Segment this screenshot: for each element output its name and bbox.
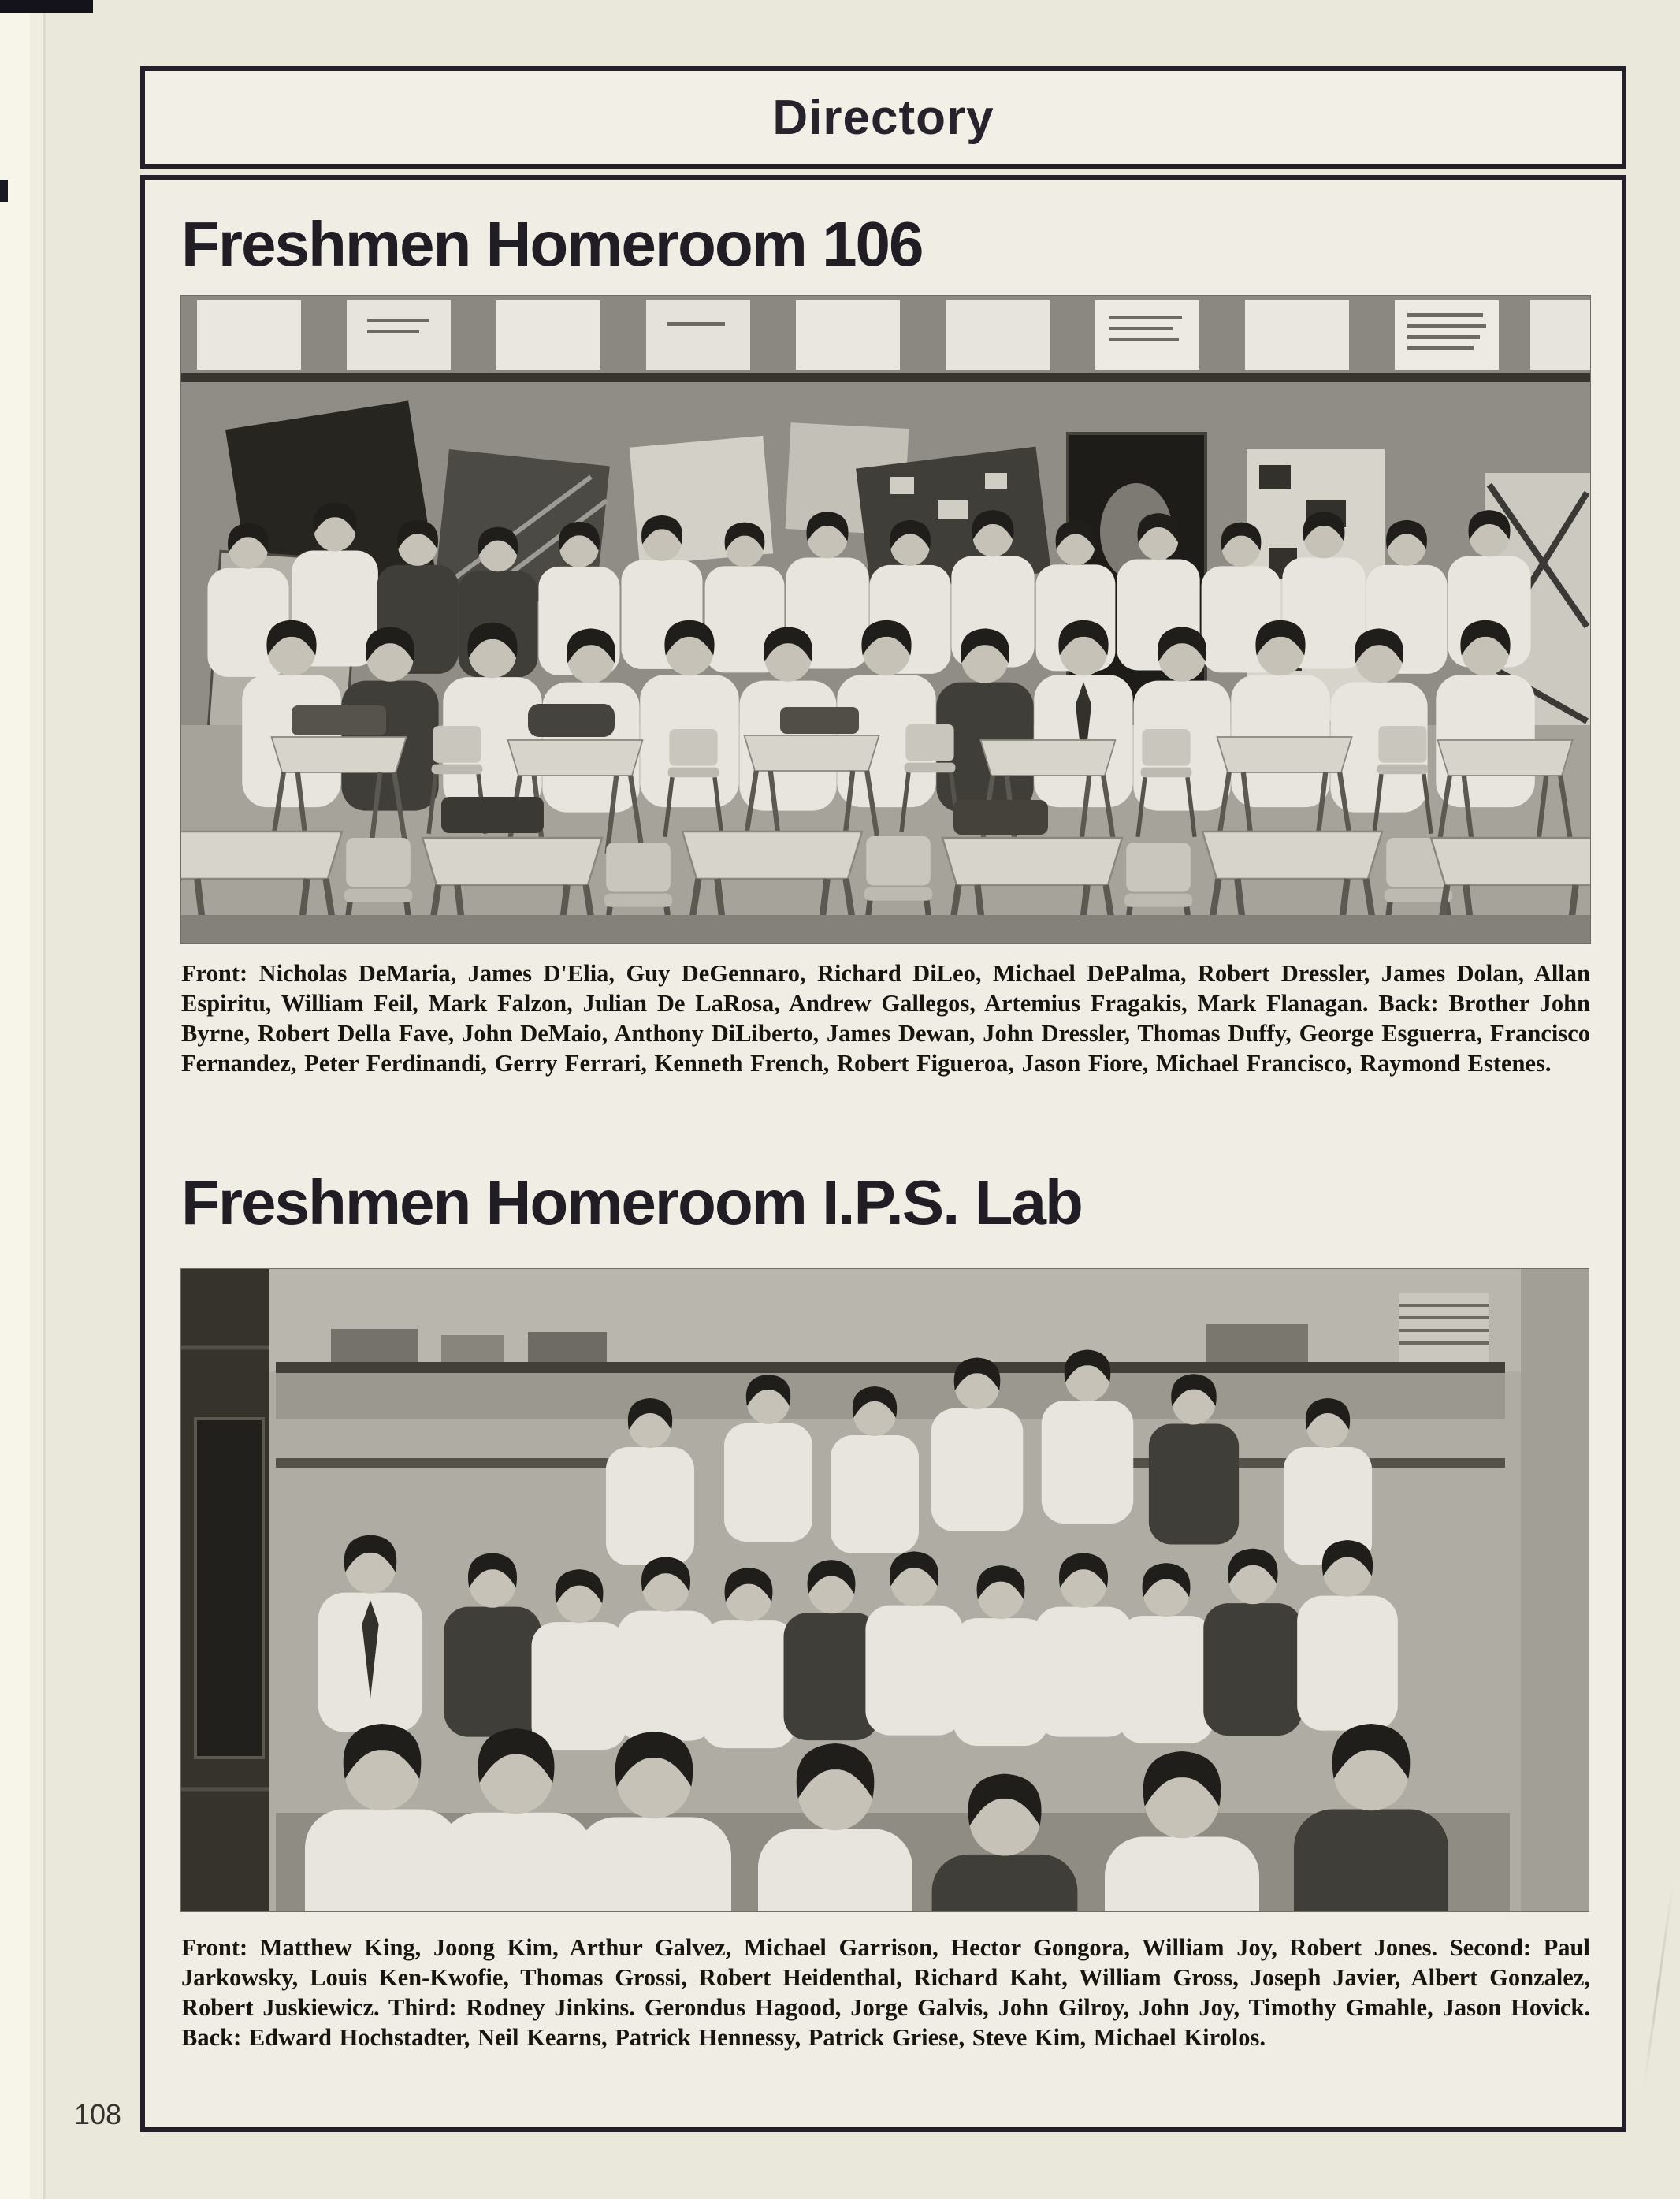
page-number: 108 bbox=[74, 2098, 122, 2130]
lab-photo-illustration bbox=[181, 1269, 1589, 1911]
right-wall-shading bbox=[1521, 1269, 1589, 1911]
scanner-artifact-top bbox=[0, 0, 93, 13]
photo-bottom-shadow bbox=[181, 915, 1590, 943]
scanner-artifact-left bbox=[0, 180, 8, 202]
directory-header-title: Directory bbox=[772, 90, 994, 145]
section-title-homeroom-106: Freshmen Homeroom 106 bbox=[181, 209, 923, 279]
bulletin-board bbox=[181, 296, 1590, 382]
section-title-ips-lab: Freshmen Homeroom I.P.S. Lab bbox=[181, 1167, 1082, 1237]
page-crease bbox=[1643, 1885, 1674, 2088]
classroom-photo-illustration bbox=[181, 296, 1590, 943]
directory-header-box bbox=[140, 66, 1626, 169]
lab-cabinet bbox=[181, 1269, 269, 1911]
homeroom-106-photo bbox=[181, 296, 1590, 943]
ips-lab-photo bbox=[181, 1269, 1589, 1911]
photo-caption-ips-lab: Front: Matthew King, Joong Kim, Arthur Galvez, Michael Garrison, Hector Gongora, William Joy, Robert Jones. Second: Paul Jarkowsky, Louis Ken-Kwofie, Thomas Grossi, Robert Heidenthal, Richard Kaht, William Gross, Joseph Javier, Albert Gonzalez, Robert Juskiewicz. Third: Rodney Jinkins. Gerondus Hagood, Jorge Galvis, John Gilroy, John Joy, Timothy Gmahle, Jason Hovick. Back: Edward Hochstadter, Neil Kearns, Patrick Hennessy, Patrick Griese, Steve Kim, Michael Kirolos. bbox=[181, 1934, 1590, 2051]
scan-edge bbox=[0, 0, 50, 2199]
photo-caption-homeroom-106: Front: Nicholas DeMaria, James D'Elia, Guy DeGennaro, Richard DiLeo, Michael DePalma, Robert Dressler, James Dolan, Allan Espiritu, William Feil, Mark Falzon, Julian De LaRosa, Andrew Gallegos, Artemius Fragakis, Mark Flanagan. Back: Brother John Byrne, Robert Della Fave, John DeMaio, Anthony DiLiberto, James Dewan, John Dressler, Thomas Duffy, George Esguerra, Francisco Fernandez, Peter Ferdinandi, Gerry Ferrari, Kenneth French, Robert Figueroa, Jason Fiore, Michael Francisco, Raymond Estenes. bbox=[181, 960, 1590, 1077]
content-frame bbox=[140, 175, 1626, 2132]
